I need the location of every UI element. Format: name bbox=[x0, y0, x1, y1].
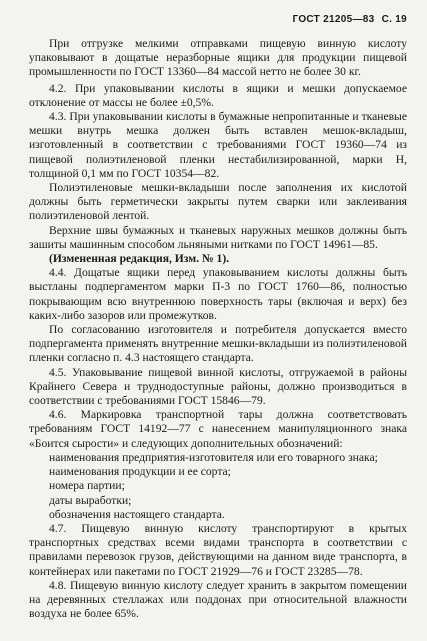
header-separator bbox=[377, 14, 380, 25]
paragraph-4-8: 4.8. Пищевую винную кислоту следует хранить в закрытом помещении на деревянных стеллажах или поддонах при относительной влажности воздуха не более 65%. bbox=[29, 578, 407, 621]
paragraph-4-7: 4.7. Пищевую винную кислоту транспортируют в крытых транспортных средствах всеми видами транспорта в соответствии с правилами перевозок грузов, действующими на данном виде транспорта, в контейнерах или пакетами по ГОСТ 21929—76 и ГОСТ 23285—78. bbox=[29, 521, 407, 578]
marking-item-product: наименования продукции и ее сорта; bbox=[49, 465, 231, 479]
paragraph-4-3: 4.3. При упаковывании кислоты в бумажные непропитанные и тканевые мешки внутрь мешка должен быть вставлен мешок-вкладыш, изготовленный в соответствии с требованиями ГОСТ 19360—74 из пищевой полиэтиленовой пленки нестабилизированной, марки Н, толщиной 0,1 мм по ГОСТ 10354—82. bbox=[29, 110, 407, 180]
paragraph-seams: Верхние швы бумажных и тканевых наружных мешков должны быть зашиты машинным способом льняными нитками по ГОСТ 14961—85. bbox=[29, 223, 407, 251]
marking-item-manufacturer: наименования предприятия-изготовителя или его товарного знака; bbox=[49, 450, 378, 464]
document-body bbox=[29, 37, 407, 621]
marking-item-batch: номера партии; bbox=[49, 479, 125, 493]
page-header bbox=[29, 14, 407, 25]
paragraph-packing-small-shipments: При отгрузке мелкими отправками пищевую винную кислоту упаковывают в дощатые неразборные ящики для продукции пищевой промышленности по ГОСТ 13360—84 массой нетто не более 30 кг. bbox=[29, 37, 407, 79]
paragraph-4-6: 4.6. Маркировка транспортной тары должна соответствовать требованиям ГОСТ 14192—77 с нанесением манипуляционного знака «Боится сырости» и следующих дополнительных обозначений: bbox=[29, 408, 407, 450]
paragraph-liner-sealing: Полиэтиленовые мешки-вкладыши после заполнения их кислотой должны быть герметически закрыты путем сварки или заклеивания полиэтиленовой лентой. bbox=[29, 181, 407, 223]
paragraph-4-5: 4.5. Упаковывание пищевой винной кислоты, отгружаемой в районы Крайнего Севера и труднодоступные районы, должно производиться в соответствии с требованиями ГОСТ 15846—79. bbox=[29, 365, 407, 408]
marking-item-date: даты выработки; bbox=[49, 493, 132, 507]
amendment-note: (Измененная редакция, Изм. № 1). bbox=[49, 252, 230, 266]
paragraph-agreement: По согласованию изготовителя и потребителя допускается вместо подпергамента применять внутренние мешки-вкладыши из полиэтиленовой пленки согласно п. 4.3 настоящего стандарта. bbox=[29, 323, 407, 365]
paragraph-4-4: 4.4. Дощатые ящики перед упаковыванием кислоты должны быть выстланы подпергаментом марки П-3 по ГОСТ 1760—86, полностью покрывающим всю внутреннюю поверхность тары (включая и верх) без каких-либо зазоров или промежутков. bbox=[29, 266, 407, 322]
paragraph-4-2: 4.2. При упаковывании кислоты в ящики и мешки допускаемое отклонение от массы не более ±0,5%. bbox=[29, 81, 407, 109]
standard-number: ГОСТ 21205—83 bbox=[292, 14, 375, 25]
marking-item-standard: обозначения настоящего стандарта. bbox=[49, 507, 225, 521]
page-number: С. 19 bbox=[381, 14, 407, 25]
